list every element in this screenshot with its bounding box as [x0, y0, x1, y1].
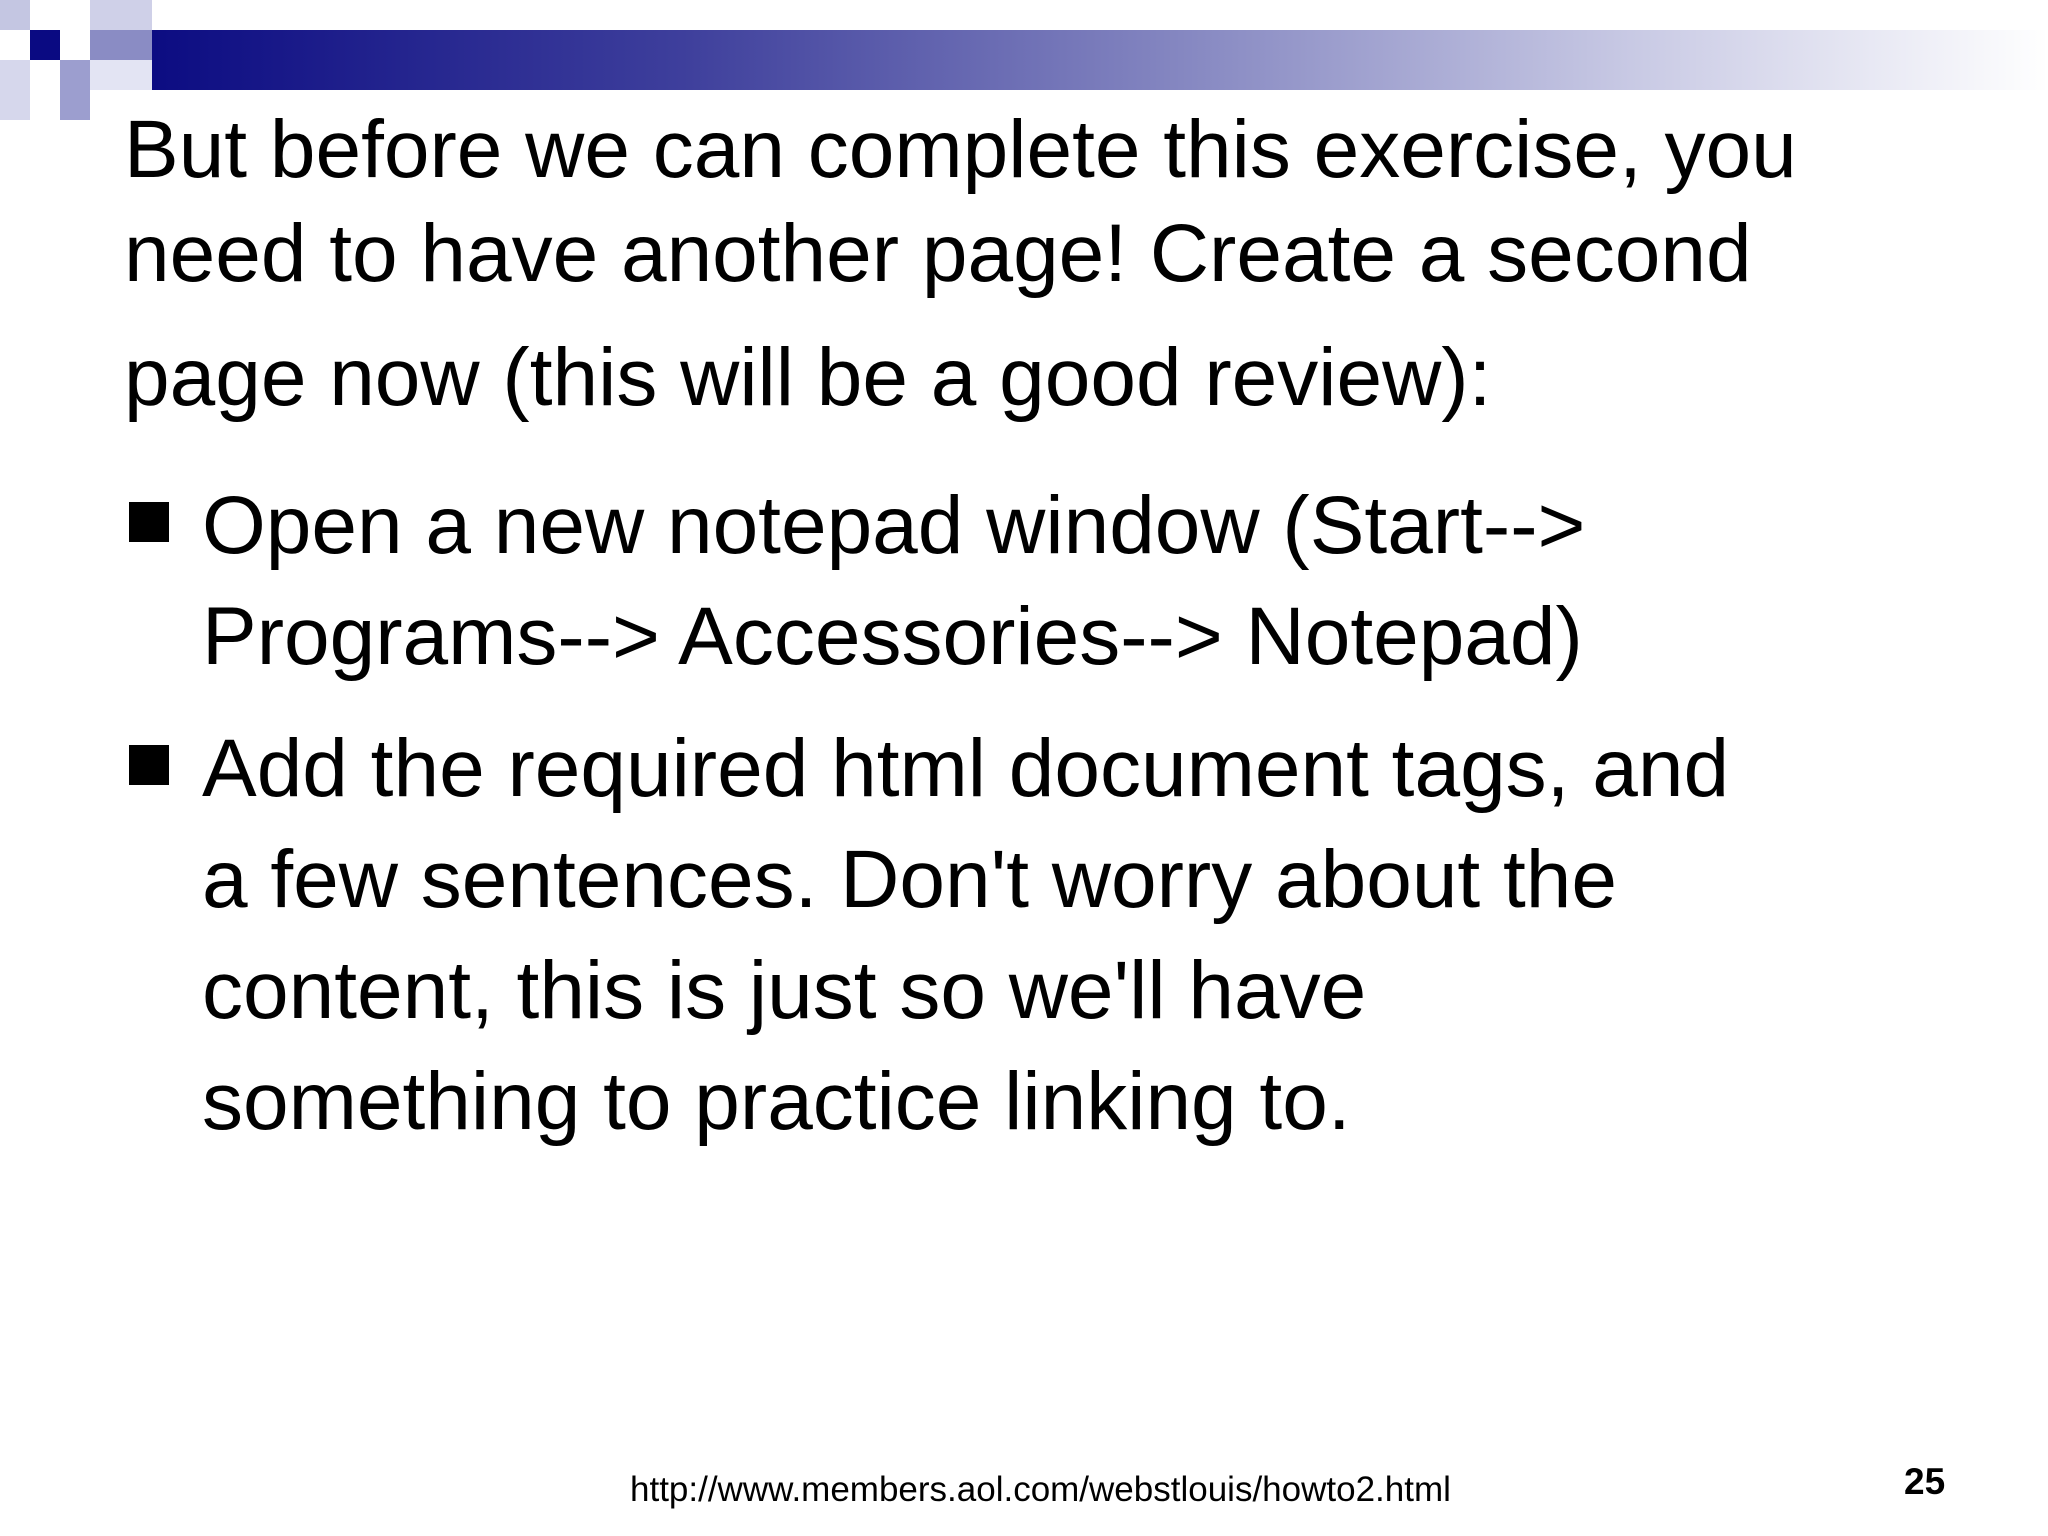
intro-line: page now (this will be a good review): — [124, 332, 1492, 423]
bullet-line: content, this is just so we'll have — [202, 945, 1367, 1036]
decor-square — [90, 60, 152, 90]
decor-square — [90, 30, 152, 60]
square-bullet-icon — [129, 745, 169, 785]
bullet-item — [124, 470, 1964, 692]
decor-square — [30, 30, 60, 60]
bullet-line: Add the required html document tags, and — [202, 723, 1730, 814]
decor-square — [90, 0, 152, 30]
intro-line: need to have another page! Create a second — [124, 208, 1752, 299]
bullet-line: something to practice linking to. — [202, 1056, 1351, 1147]
intro-paragraph — [124, 98, 1954, 306]
decor-square — [0, 60, 30, 120]
square-bullet-icon — [129, 502, 169, 542]
footer-url: http://www.members.aol.com/webstlouis/howto2.html — [630, 1470, 1451, 1509]
decor-square — [60, 60, 90, 120]
bullet-list — [124, 470, 1964, 1178]
decor-square — [0, 0, 30, 30]
bullet-line: Open a new notepad window (Start--> — [202, 480, 1586, 571]
bullet-line: Programs--> Accessories--> Notepad) — [202, 591, 1583, 682]
bullet-item — [124, 713, 1964, 1157]
header-gradient-bar — [152, 30, 2048, 90]
intro-line: But before we can complete this exercise, you — [124, 104, 1797, 195]
page-number: 25 — [1904, 1461, 1946, 1502]
bullet-line: a few sentences. Don't worry about the — [202, 834, 1617, 925]
